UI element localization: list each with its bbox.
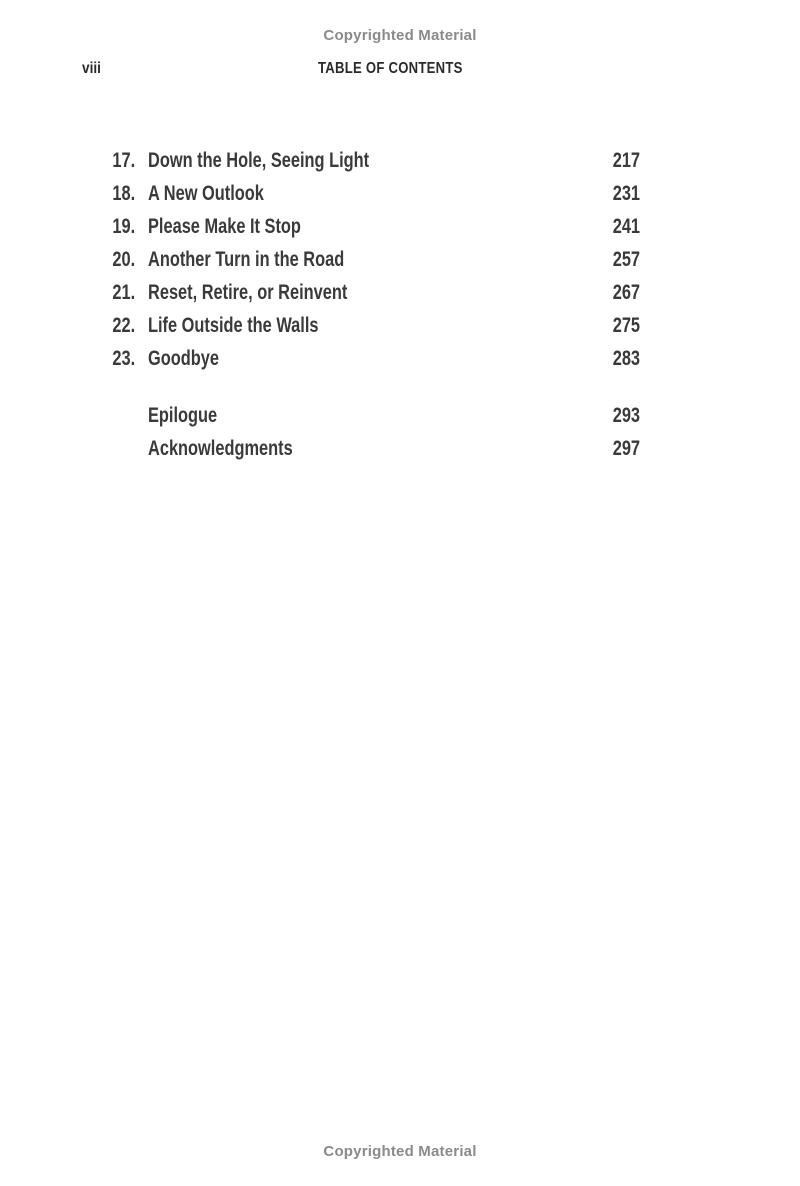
back-matter-title: Acknowledgments xyxy=(148,437,293,460)
toc-entry[interactable] xyxy=(82,181,642,214)
chapter-number: 17. xyxy=(112,149,135,172)
chapter-title: Another Turn in the Road xyxy=(148,248,345,271)
table-of-contents xyxy=(82,148,642,469)
chapter-page: 231 xyxy=(612,182,640,205)
back-matter-title: Epilogue xyxy=(148,404,218,427)
toc-entry[interactable] xyxy=(82,214,642,247)
chapter-number: 18. xyxy=(112,182,135,205)
chapter-title: A New Outlook xyxy=(148,182,264,205)
chapter-page: 283 xyxy=(612,347,640,370)
chapter-title: Down the Hole, Seeing Light xyxy=(148,149,370,172)
chapter-number: 22. xyxy=(112,314,135,337)
page-folio: viii xyxy=(82,60,101,77)
page-title: TABLE OF CONTENTS xyxy=(318,60,463,77)
back-matter-page: 297 xyxy=(612,437,640,460)
chapter-page: 275 xyxy=(612,314,640,337)
chapter-page: 217 xyxy=(612,149,640,172)
running-head xyxy=(82,60,642,82)
chapter-number: 23. xyxy=(112,347,135,370)
chapter-page: 241 xyxy=(612,215,640,238)
copyright-watermark-top: Copyrighted Material xyxy=(323,27,477,44)
chapter-page: 257 xyxy=(612,248,640,271)
chapter-number: 20. xyxy=(112,248,135,271)
chapter-number: 19. xyxy=(112,215,135,238)
toc-entry[interactable] xyxy=(82,346,642,379)
chapter-title: Reset, Retire, or Reinvent xyxy=(148,281,348,304)
toc-entry[interactable] xyxy=(82,280,642,313)
chapter-page: 267 xyxy=(612,281,640,304)
chapter-title: Goodbye xyxy=(148,347,219,370)
chapter-title: Life Outside the Walls xyxy=(148,314,319,337)
chapter-title: Please Make It Stop xyxy=(148,215,301,238)
toc-entry[interactable] xyxy=(82,148,642,181)
copyright-watermark-bottom: Copyrighted Material xyxy=(323,1143,477,1160)
back-matter-page: 293 xyxy=(612,404,640,427)
chapter-number: 21. xyxy=(112,281,135,304)
toc-entry-acknowledgments[interactable] xyxy=(82,436,642,469)
toc-entry-epilogue[interactable] xyxy=(82,403,642,436)
toc-entry[interactable] xyxy=(82,247,642,280)
toc-entry[interactable] xyxy=(82,313,642,346)
